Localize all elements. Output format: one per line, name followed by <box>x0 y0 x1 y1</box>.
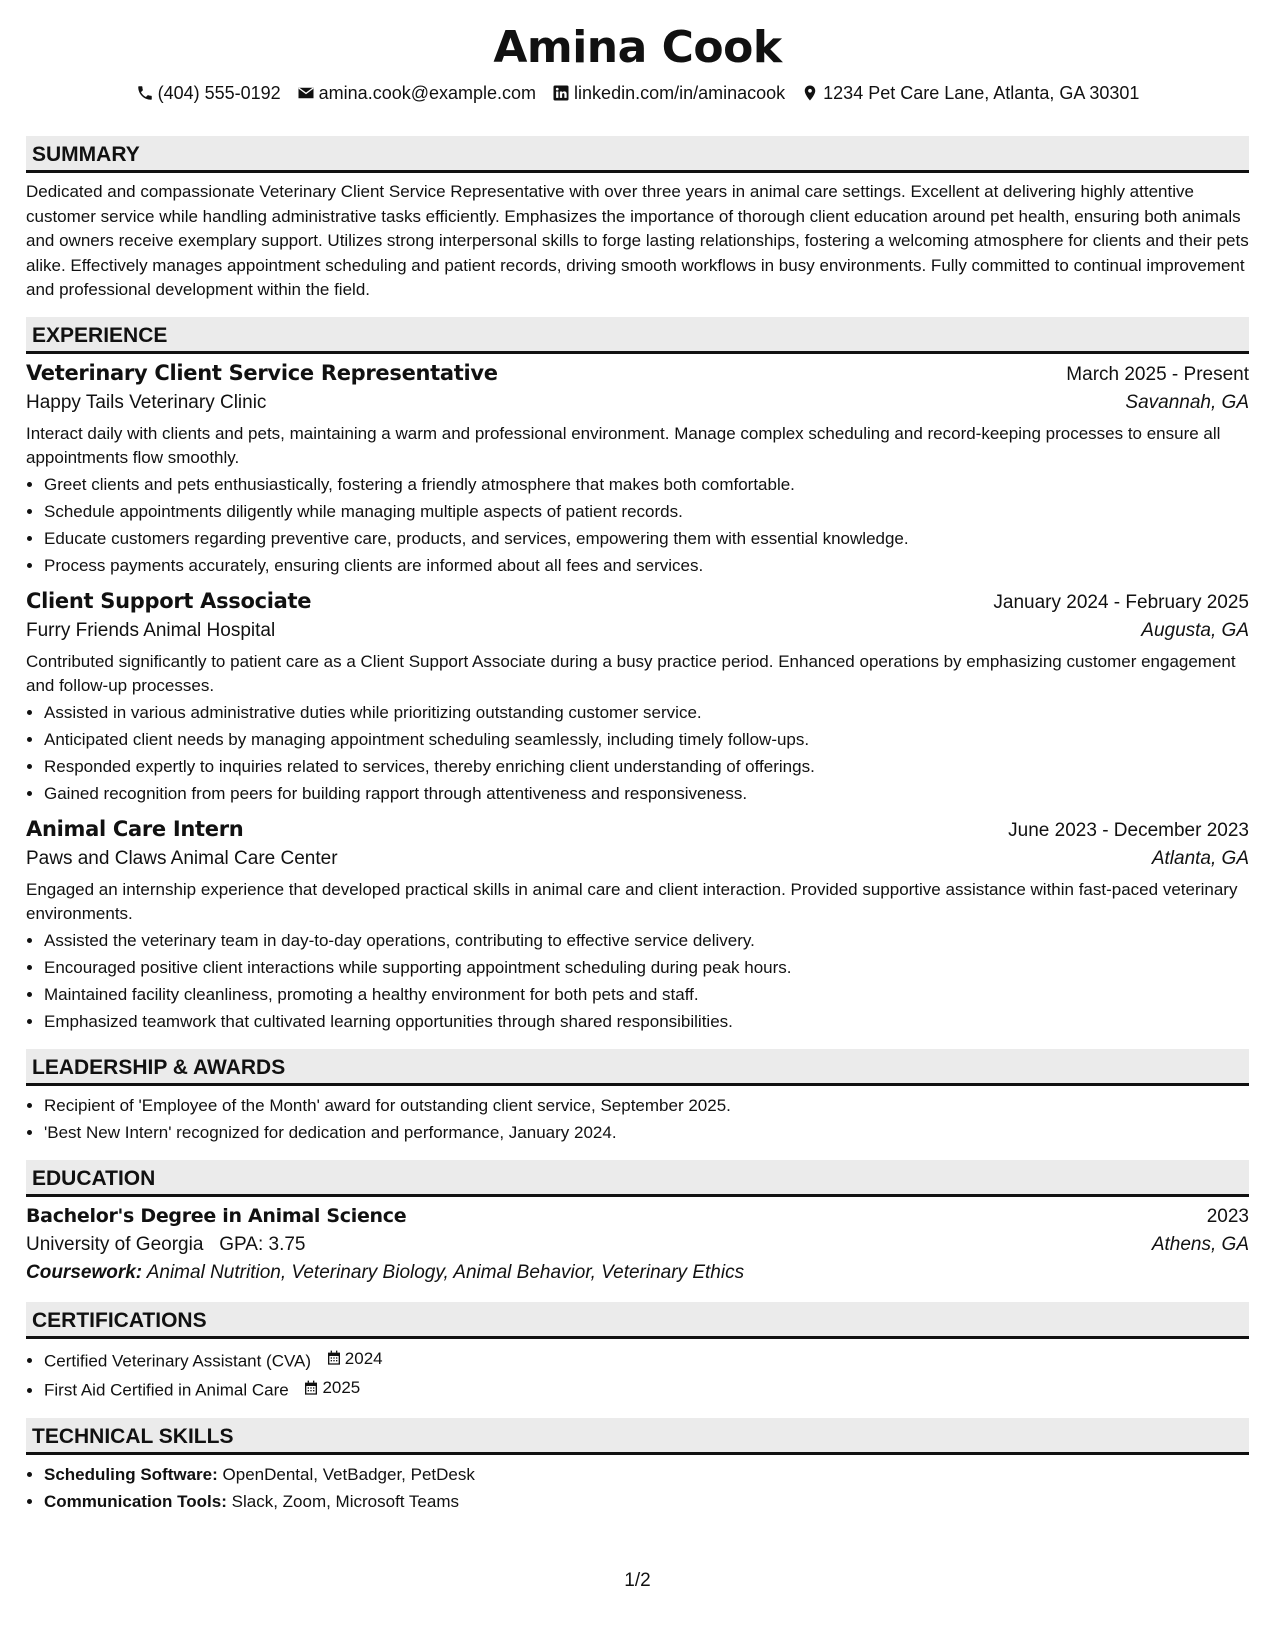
section-heading-experience: EXPERIENCE <box>26 317 1249 354</box>
job-location: Savannah, GA <box>1125 391 1249 413</box>
school-info <box>26 1234 306 1256</box>
phone-icon <box>136 84 154 102</box>
job-sub-row <box>26 848 1249 870</box>
certification-name: First Aid Certified in Animal Care <box>44 1380 289 1400</box>
certification-year: 2024 <box>344 1348 383 1368</box>
contact-phone <box>136 83 281 104</box>
contact-linkedin-text: linkedin.com/in/aminacook <box>574 82 786 103</box>
job-title-row <box>26 817 1249 842</box>
job-bullet: • Greet clients and pets enthusiastically, fostering a friendly atmosphere that makes both comfortable. <box>44 471 1249 498</box>
job-entry <box>26 817 1249 1035</box>
job-entry <box>26 361 1249 579</box>
job-bullets <box>26 699 1249 807</box>
job-bullets <box>26 927 1249 1035</box>
certification-name: Certified Veterinary Assistant (CVA) <box>44 1351 312 1370</box>
certification-item <box>44 1345 1249 1375</box>
contact-address <box>801 83 1139 104</box>
award-item: • 'Best New Intern' recognized for dedication and performance, January 2024. <box>44 1119 1249 1146</box>
education-entry <box>26 1205 1249 1284</box>
job-title: Animal Care Intern <box>26 816 244 841</box>
job-sub-row <box>26 620 1249 642</box>
contact-address-text: 1234 Pet Care Lane, Atlanta, GA 30301 <box>823 82 1140 103</box>
job-sub-row <box>26 392 1249 414</box>
job-bullet: • Anticipated client needs by managing appointment scheduling seamlessly, including timely follow-ups. <box>44 726 1249 753</box>
job-bullet: • Responded expertly to inquiries related to services, thereby enriching client understanding of offerings. <box>44 753 1249 780</box>
job-description: Engaged an internship experience that developed practical skills in animal care and client interaction. Provided supportive assistance within fast-paced veterinary environments. <box>26 879 1238 923</box>
certification-date <box>326 1345 383 1372</box>
coursework-list: Animal Nutrition, Veterinary Biology, Animal Behavior, Veterinary Ethics <box>146 1261 745 1283</box>
calendar-icon <box>303 1380 319 1396</box>
skills-list <box>26 1461 1249 1515</box>
skill-label: Communication Tools: <box>44 1491 227 1511</box>
contact-email-text: amina.cook@example.com <box>318 82 537 103</box>
contact-email[interactable] <box>297 83 536 104</box>
section-heading-certifications: CERTIFICATIONS <box>26 1302 1249 1339</box>
contact-linkedin[interactable] <box>552 83 785 104</box>
envelope-icon <box>297 84 315 102</box>
job-title: Client Support Associate <box>26 588 312 613</box>
job-dates: March 2025 - Present <box>1066 363 1249 385</box>
certification-year: 2025 <box>322 1378 361 1397</box>
coursework-label: Coursework: <box>26 1261 143 1283</box>
job-organization: Paws and Claws Animal Care Center <box>26 847 338 869</box>
leadership-bullets <box>26 1092 1249 1146</box>
degree-title: Bachelor's Degree in Animal Science <box>26 1204 407 1227</box>
gpa: GPA: 3.75 <box>219 1233 306 1255</box>
contact-phone-text: (404) 555-0192 <box>157 82 281 103</box>
job-title-row <box>26 361 1249 386</box>
job-bullet: • Assisted the veterinary team in day-to-day operations, contributing to effective service delivery. <box>44 927 1249 954</box>
page-number: 1/2 <box>624 1570 651 1591</box>
skill-label: Scheduling Software: <box>44 1464 218 1484</box>
skill-item <box>44 1461 1249 1488</box>
job-bullet: • Encouraged positive client interactions while supporting appointment scheduling during peak hours. <box>44 954 1249 981</box>
education-title-row <box>26 1205 1249 1228</box>
calendar-icon <box>326 1350 342 1366</box>
section-heading-summary: SUMMARY <box>26 136 1249 173</box>
job-location: Atlanta, GA <box>1151 847 1249 869</box>
job-location: Augusta, GA <box>1141 619 1249 641</box>
job-bullets <box>26 471 1249 579</box>
job-organization: Happy Tails Veterinary Clinic <box>26 391 267 413</box>
summary-text: Dedicated and compassionate Veterinary Client Service Representative with over three years in animal care settings. Excellent at delivering highly attentive customer service while handling administrative tasks efficiently. Emphasizes the importance of thorough client education around pet health, ensuring both animals and owners receive exemplary support. Utilizes strong interpersonal skills to forge lasting relationships, fostering a welcoming atmosphere for clients and their pets alike. Effectively manages appointment scheduling and patient records, driving smooth workflows in busy environments. Fully committed to continual improvement and professional development within the field. <box>26 182 1249 299</box>
candidate-name: Amina Cook <box>493 22 782 73</box>
award-item: • Recipient of 'Employee of the Month' award for outstanding client service, September 2025. <box>44 1092 1249 1119</box>
map-pin-icon <box>801 84 819 102</box>
graduation-year: 2023 <box>1206 1205 1249 1227</box>
job-dates: June 2023 - December 2023 <box>1008 819 1249 841</box>
job-title-row <box>26 589 1249 614</box>
skill-item <box>44 1488 1249 1515</box>
job-entry <box>26 589 1249 807</box>
job-bullet: • Emphasized teamwork that cultivated learning opportunities through shared responsibilities. <box>44 1008 1249 1035</box>
job-bullet: • Gained recognition from peers for building rapport through attentiveness and responsiveness. <box>44 780 1249 807</box>
section-heading-education: EDUCATION <box>26 1160 1249 1197</box>
section-heading-skills: TECHNICAL SKILLS <box>26 1418 1249 1455</box>
job-description: Contributed significantly to patient care as a Client Support Associate during a busy practice period. Enhanced operations by emphasizing customer engagement and follow-up processes. <box>26 651 1236 695</box>
job-bullet: • Maintained facility cleanliness, promoting a healthy environment for both pets and staff. <box>44 981 1249 1008</box>
job-bullet: • Process payments accurately, ensuring clients are informed about all fees and services. <box>44 552 1249 579</box>
job-bullet: • Schedule appointments diligently while managing multiple aspects of patient records. <box>44 498 1249 525</box>
linkedin-icon <box>552 84 570 102</box>
coursework-line <box>26 1262 1249 1284</box>
job-title: Veterinary Client Service Representative <box>26 360 498 385</box>
certification-date <box>303 1374 360 1401</box>
job-bullet: • Assisted in various administrative duties while prioritizing outstanding customer service. <box>44 699 1249 726</box>
school-name: University of Georgia <box>26 1233 204 1255</box>
job-dates: January 2024 - February 2025 <box>993 591 1249 613</box>
job-description: Interact daily with clients and pets, maintaining a warm and professional environment. Manage complex scheduling and record-keeping processes to ensure all appointments flow smoothly. <box>26 423 1221 467</box>
job-bullet: • Educate customers regarding preventive care, products, and services, empowering them with essential knowledge. <box>44 525 1249 552</box>
skill-value: OpenDental, VetBadger, PetDesk <box>222 1464 475 1484</box>
certification-list <box>26 1345 1249 1404</box>
section-heading-leadership: LEADERSHIP & AWARDS <box>26 1049 1249 1086</box>
certification-item <box>44 1374 1249 1404</box>
education-sub-row <box>26 1234 1249 1256</box>
job-organization: Furry Friends Animal Hospital <box>26 619 276 641</box>
school-location: Athens, GA <box>1151 1233 1249 1255</box>
skill-value: Slack, Zoom, Microsoft Teams <box>231 1491 459 1511</box>
contact-bar <box>26 80 1249 106</box>
